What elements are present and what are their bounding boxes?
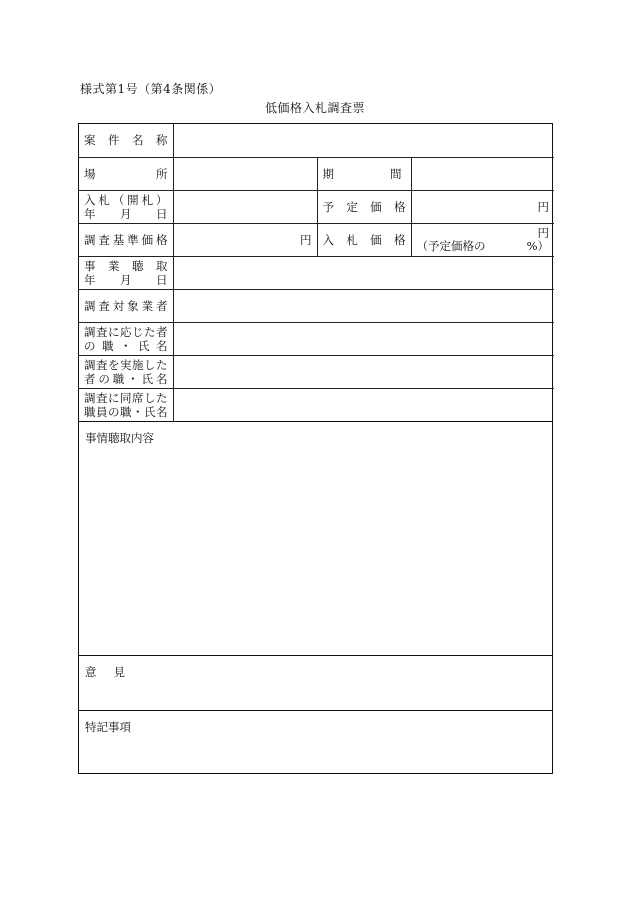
label-char: し xyxy=(144,357,156,372)
label-char: ・ xyxy=(132,404,144,419)
label-char: 入 xyxy=(84,192,96,207)
label-char: 査 xyxy=(96,390,108,405)
label-char: 席 xyxy=(132,390,144,405)
investigator-field[interactable] xyxy=(173,355,554,388)
hearing-date-label-line2 xyxy=(84,273,168,287)
bid-price-label xyxy=(323,232,406,248)
label-char: 所 xyxy=(156,166,168,181)
hearing-date-label-cell xyxy=(79,256,173,289)
label-char: 対 xyxy=(112,298,125,313)
label-char: 職 xyxy=(84,404,96,419)
bid-price-label-cell xyxy=(317,223,411,256)
label-char: 案 xyxy=(84,133,96,148)
label-char: 日 xyxy=(156,272,168,287)
label-char: 件 xyxy=(108,133,120,148)
label-char: 象 xyxy=(127,298,139,313)
label-char: 日 xyxy=(156,206,168,221)
special-notes-section[interactable] xyxy=(79,710,552,765)
place-label-cell xyxy=(79,157,173,190)
project-name-field[interactable] xyxy=(173,124,554,157)
label-char: 者 xyxy=(156,324,168,339)
label-char: じ xyxy=(132,324,144,339)
place-field[interactable] xyxy=(173,157,317,190)
attending-staff-label-line2 xyxy=(84,405,168,419)
survey-form xyxy=(78,123,553,774)
label-char: 意 xyxy=(85,665,97,679)
label-char: 実 xyxy=(120,357,132,372)
label-char: 名 xyxy=(155,371,168,386)
label-char: ・ xyxy=(120,338,132,353)
planned-price-unit: 円 xyxy=(537,199,549,214)
label-char: 準 xyxy=(127,232,139,247)
bid-price-unit: 円 xyxy=(537,225,549,240)
label-char: 価 xyxy=(141,232,154,247)
opinion-label xyxy=(85,664,125,680)
label-char: 調 xyxy=(84,357,96,372)
project-name-label xyxy=(84,132,168,148)
label-char: 開 xyxy=(127,192,139,207)
label-char: 査 xyxy=(96,357,108,372)
label-char: に xyxy=(108,324,120,339)
planned-price-field[interactable] xyxy=(411,190,554,223)
label-char: 職 xyxy=(102,338,114,353)
row-place-period xyxy=(79,157,554,190)
label-char: 名 xyxy=(132,133,144,148)
bid-price-ratio-prefix: （予定価格の xyxy=(416,238,486,253)
row-investigator xyxy=(79,355,554,388)
label-char: 職 xyxy=(112,371,125,386)
planned-price-label-cell xyxy=(317,190,411,223)
bid-price-ratio-suffix: %） xyxy=(526,238,549,253)
respondent-label-cell xyxy=(79,322,173,355)
row-bid-date-planned-price xyxy=(79,190,554,223)
label-char: 格 xyxy=(393,232,406,247)
label-char: 査 xyxy=(98,298,110,313)
label-char: 定 xyxy=(346,199,358,214)
period-label-cell xyxy=(317,157,411,190)
label-char: ・ xyxy=(127,371,139,386)
row-attending-staff xyxy=(79,388,554,421)
attending-staff-field[interactable] xyxy=(173,388,554,421)
label-char: 年 xyxy=(84,272,96,287)
hearing-content-label: 事情聴取内容 xyxy=(85,431,154,445)
label-char: （ xyxy=(112,192,125,207)
form-number: 様式第1号（第4条関係） xyxy=(80,82,222,96)
label-char: た xyxy=(156,390,168,405)
place-label xyxy=(84,166,168,182)
row-project-name xyxy=(79,124,554,157)
label-char: 札 xyxy=(98,192,110,207)
label-char: 取 xyxy=(156,258,168,273)
label-char: 聴 xyxy=(132,258,144,273)
label-char: 職 xyxy=(120,404,132,419)
label-char: 氏 xyxy=(141,371,154,386)
label-char: た xyxy=(156,357,168,372)
label-char: 調 xyxy=(84,390,96,405)
period-label xyxy=(323,166,406,182)
label-char: 札 xyxy=(141,192,154,207)
period-field[interactable] xyxy=(411,157,554,190)
survey-base-price-label xyxy=(84,232,168,248)
label-char: 札 xyxy=(346,232,358,247)
survey-base-price-unit: 円 xyxy=(300,232,312,247)
label-char: 同 xyxy=(120,390,132,405)
attending-staff-label-line1 xyxy=(84,391,168,405)
label-char: た xyxy=(144,324,156,339)
row-hearing-date xyxy=(79,256,554,289)
bid-date-label-cell xyxy=(79,190,173,223)
label-char: 見 xyxy=(113,665,125,679)
label-char: 査 xyxy=(96,324,108,339)
label-char: 月 xyxy=(120,272,132,287)
respondent-field[interactable] xyxy=(173,322,554,355)
label-char: 格 xyxy=(393,199,406,214)
hearing-content-section[interactable] xyxy=(79,421,552,655)
survey-target-label-cell xyxy=(79,289,173,322)
planned-price-label xyxy=(323,199,406,215)
form-title: 低価格入札調査票 xyxy=(264,101,365,115)
label-char: 者 xyxy=(155,298,168,313)
info-table xyxy=(79,124,554,421)
label-char: 業 xyxy=(108,258,120,273)
label-char: 業 xyxy=(141,298,154,313)
label-char: 氏 xyxy=(144,404,156,419)
label-char: 場 xyxy=(84,166,96,181)
label-char: 調 xyxy=(84,324,96,339)
label-char: 入 xyxy=(322,232,334,247)
hearing-date-field[interactable] xyxy=(173,256,554,289)
bid-date-field[interactable] xyxy=(173,190,317,223)
label-char: 応 xyxy=(120,324,132,339)
bid-price-field[interactable] xyxy=(411,223,554,256)
label-char: 予 xyxy=(322,199,334,214)
investigator-label-line1 xyxy=(84,358,168,372)
row-base-price-bid-price xyxy=(79,223,554,256)
label-char: の xyxy=(84,338,96,353)
bid-price-ratio xyxy=(417,240,550,253)
respondent-label-line2 xyxy=(84,339,168,353)
project-name-label-cell xyxy=(79,124,173,157)
investigator-label-line2 xyxy=(84,372,168,386)
label-char: 年 xyxy=(84,206,96,221)
label-char: に xyxy=(108,390,120,405)
investigator-label-cell xyxy=(79,355,173,388)
label-char: ） xyxy=(155,192,168,207)
label-char: 員 xyxy=(96,404,108,419)
bid-date-label-line1 xyxy=(84,193,168,207)
label-char: 事 xyxy=(84,258,96,273)
label-char: 基 xyxy=(112,232,125,247)
label-char: 間 xyxy=(390,166,402,181)
label-char: 者 xyxy=(84,371,96,386)
bid-price-amount xyxy=(417,227,550,253)
label-char: を xyxy=(108,357,120,372)
row-respondent xyxy=(79,322,554,355)
label-char: の xyxy=(108,404,120,419)
label-char: 価 xyxy=(370,199,382,214)
opinion-section[interactable] xyxy=(79,655,552,710)
label-char: 名 xyxy=(156,404,168,419)
survey-base-price-field[interactable] xyxy=(173,223,317,256)
label-char: 調 xyxy=(84,298,96,313)
respondent-label-line1 xyxy=(84,325,168,339)
attending-staff-label-cell xyxy=(79,388,173,421)
label-char: 氏 xyxy=(138,338,150,353)
survey-target-field[interactable] xyxy=(173,289,554,322)
label-char: 格 xyxy=(155,232,168,247)
label-char: 名 xyxy=(156,338,168,353)
label-char: 称 xyxy=(156,133,168,148)
survey-target-label xyxy=(84,298,168,314)
bid-date-label-line2 xyxy=(84,207,168,221)
hearing-date-label-line1 xyxy=(84,259,168,273)
label-char: 調 xyxy=(84,232,96,247)
survey-base-price-label-cell xyxy=(79,223,173,256)
special-notes-label: 特記事項 xyxy=(85,720,131,734)
label-char: 査 xyxy=(98,232,110,247)
label-char: 価 xyxy=(370,232,382,247)
row-survey-target xyxy=(79,289,554,322)
label-char: 施 xyxy=(132,357,144,372)
label-char: し xyxy=(144,390,156,405)
label-char: 月 xyxy=(120,206,132,221)
label-char: の xyxy=(98,371,110,386)
label-char: 期 xyxy=(322,166,334,181)
